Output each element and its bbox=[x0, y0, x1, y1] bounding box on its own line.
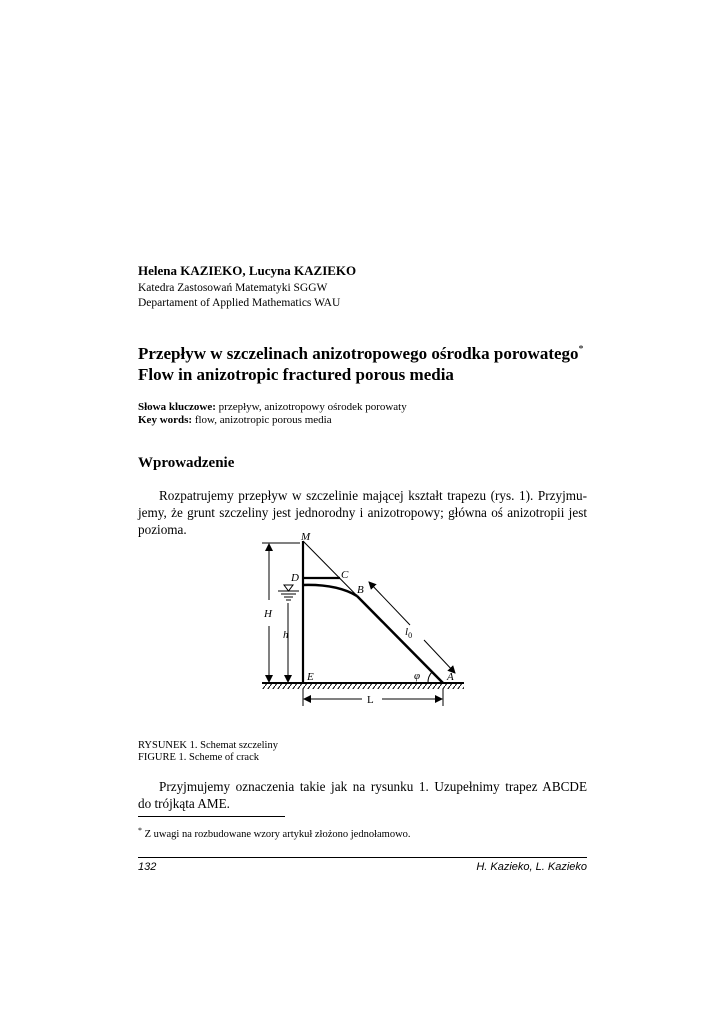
label-l0: $l_0$ bbox=[405, 626, 413, 640]
affiliation-en: Departament of Applied Mathematics WAU bbox=[138, 297, 341, 309]
footer-rule bbox=[138, 857, 587, 858]
paragraph-1-line-3: pozioma. bbox=[138, 522, 187, 537]
keywords-pl-text: przepływ, anizotropowy ośrodek porowaty bbox=[215, 401, 407, 413]
angle-arc bbox=[428, 672, 432, 683]
label-H: H bbox=[264, 608, 272, 620]
label-C: C bbox=[341, 569, 349, 581]
keywords-pl-label: Słowa kluczowe: bbox=[138, 401, 216, 413]
label-D: D bbox=[291, 572, 299, 584]
paragraph-2 bbox=[138, 778, 587, 812]
water-level-triangle bbox=[284, 585, 293, 591]
section-heading: Wprowadzenie bbox=[138, 455, 235, 471]
caption-en: FIGURE 1. Scheme of crack bbox=[138, 752, 260, 763]
label-E: E bbox=[307, 671, 314, 683]
dimension-l0-up bbox=[369, 582, 410, 625]
figure-crack-scheme bbox=[250, 528, 480, 718]
authors: Helena KAZIEKO, Lucyna KAZIEKO bbox=[138, 263, 357, 278]
title-en: Flow in anizotropic fractured porous media bbox=[138, 365, 454, 384]
free-surface-curve bbox=[303, 585, 357, 596]
title-pl-text: Przepływ w szczelinach anizotropowego ośrodka porowatego bbox=[138, 344, 579, 363]
footnote-mark: * bbox=[138, 826, 142, 835]
label-A: A bbox=[447, 671, 454, 683]
footnote bbox=[138, 826, 411, 840]
footnote-rule bbox=[138, 816, 285, 817]
label-L: L bbox=[367, 694, 374, 706]
title-footnote-mark[interactable]: * bbox=[578, 344, 584, 355]
paragraph-2-line-2: do trójkąta AME. bbox=[138, 796, 230, 811]
keywords-en bbox=[138, 414, 332, 426]
paragraph-1-line-2: jemy, że grunt szczeliny jest jednorodny i anizotropowy; główna oś anizotropii jest bbox=[138, 505, 587, 520]
keywords-pl bbox=[138, 401, 407, 413]
keywords-en-text: flow, anizotropic porous media bbox=[192, 414, 332, 426]
paragraph-2-line-1: Przyjmujemy oznaczenia takie jak na rysunku 1. Uzupełnimy trapez ABCDE bbox=[159, 779, 587, 794]
affiliation-pl: Katedra Zastosowań Matematyki SGGW bbox=[138, 282, 328, 294]
page-number: 132 bbox=[138, 861, 157, 873]
title-pl bbox=[138, 344, 584, 364]
caption-pl: RYSUNEK 1. Schemat szczeliny bbox=[138, 740, 278, 751]
label-M: M bbox=[301, 531, 311, 543]
label-phi: φ bbox=[414, 670, 421, 682]
line-b-a bbox=[357, 596, 443, 683]
running-head: H. Kazieko, L. Kazieko bbox=[476, 861, 587, 873]
footnote-text: Z uwagi na rozbudowane wzory artykuł złożono jednołamowo. bbox=[142, 829, 411, 840]
paragraph-1-line-1: Rozpatrujemy przepływ w szczelinie mającej kształt trapezu (rys. 1). Przyjmu- bbox=[159, 488, 587, 503]
keywords-en-label: Key words: bbox=[138, 414, 193, 426]
label-B: B bbox=[357, 584, 364, 596]
label-h: h bbox=[283, 629, 289, 641]
